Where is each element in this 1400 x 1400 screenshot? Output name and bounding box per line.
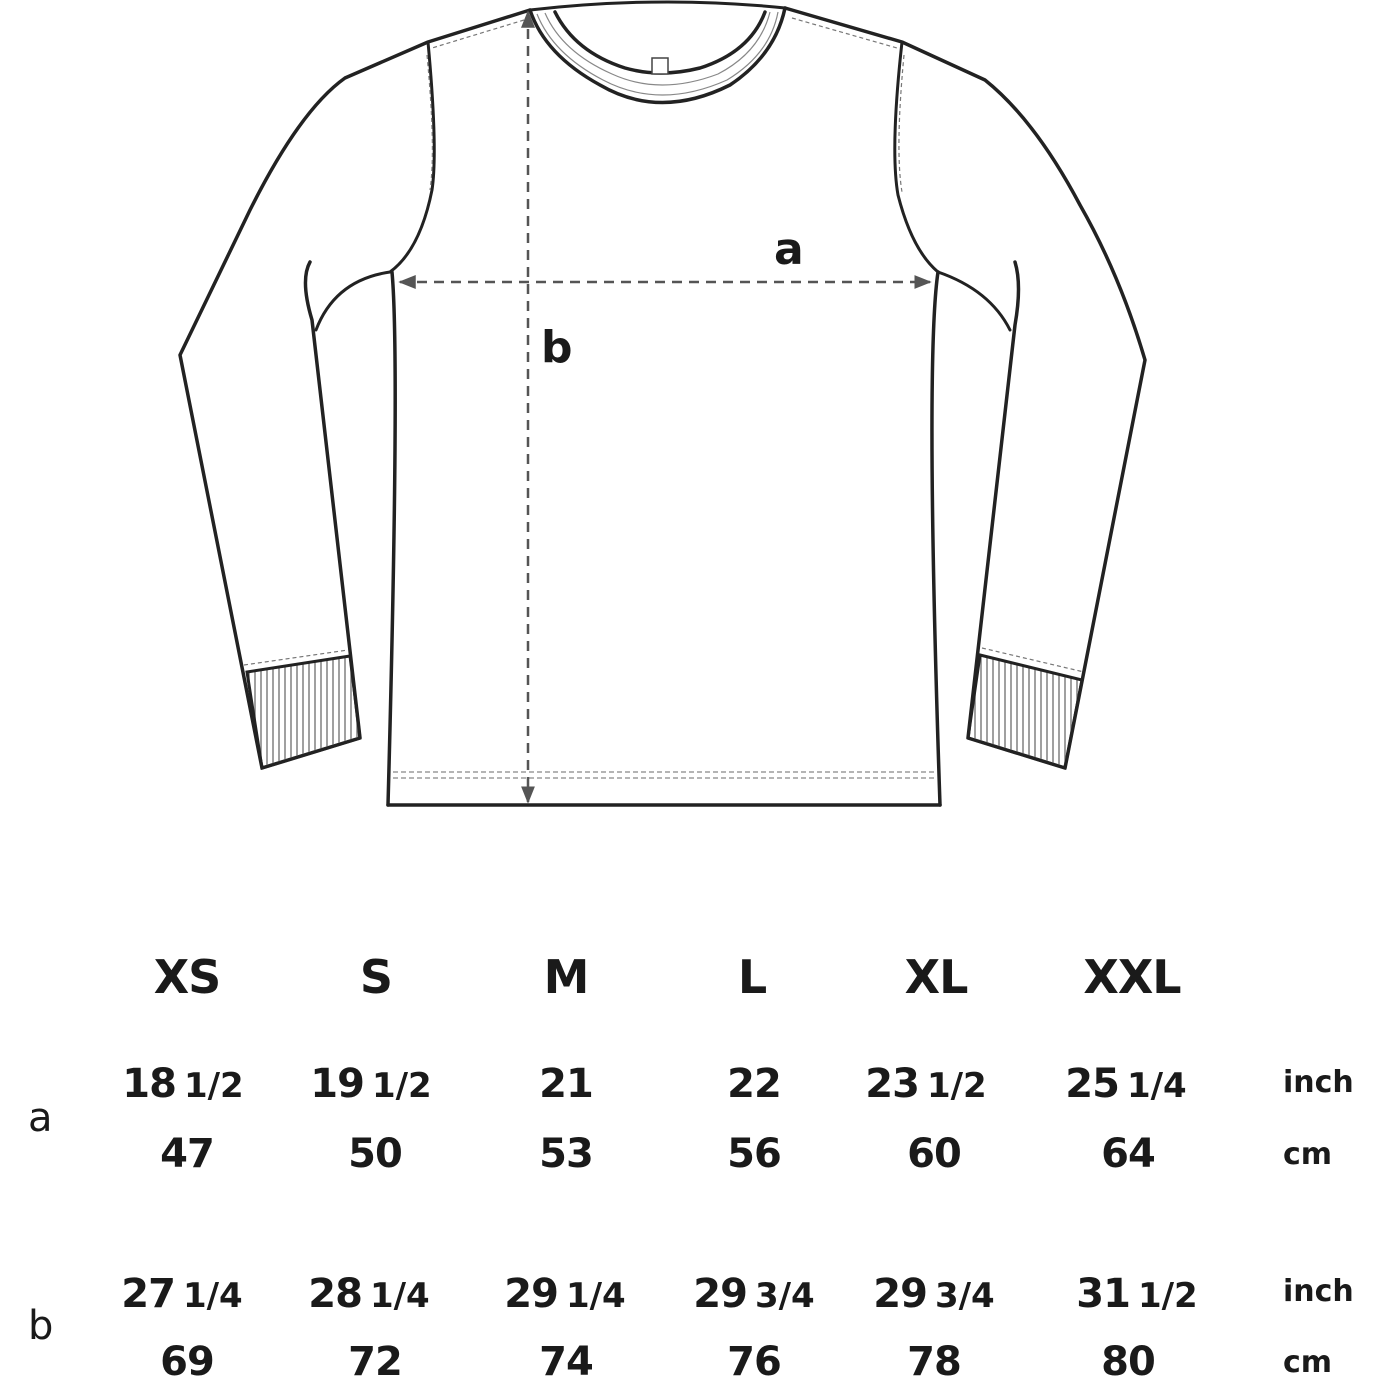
- b-cm-s: 72: [348, 1339, 402, 1385]
- a-cm-xl: 60: [907, 1131, 961, 1177]
- a-cm-xs: 47: [160, 1131, 214, 1177]
- b-cm-unit: cm: [1283, 1345, 1333, 1380]
- b-inch-s: 28 1/4: [308, 1271, 430, 1317]
- a-cm-l: 56: [727, 1131, 781, 1177]
- b-inch-m: 29 1/4: [504, 1271, 626, 1317]
- b-inch-xs: 27 1/4: [121, 1271, 243, 1317]
- b-cm-l: 76: [727, 1339, 781, 1385]
- a-inch-unit: inch: [1283, 1065, 1354, 1100]
- b-cm-xxl: 80: [1101, 1339, 1155, 1385]
- size-header-xl: XL: [904, 950, 968, 1004]
- row-label-a: a: [28, 1095, 53, 1141]
- b-inch-xl: 29 3/4: [873, 1271, 995, 1317]
- a-inch-xxl: 25 1/4: [1065, 1061, 1187, 1107]
- body-left-side: [388, 272, 395, 805]
- size-header-s: S: [359, 950, 393, 1004]
- body-right-side: [932, 272, 940, 805]
- measure-a-label: a: [774, 224, 804, 275]
- b-cm-xs: 69: [160, 1339, 214, 1385]
- b-inch-l: 29 3/4: [693, 1271, 815, 1317]
- a-inch-xs: 18 1/2: [122, 1061, 244, 1107]
- left-sleeve: [180, 10, 530, 768]
- b-cm-xl: 78: [907, 1339, 961, 1385]
- a-inch-s: 19 1/2: [310, 1061, 432, 1107]
- collar-outer: [530, 8, 785, 103]
- neck-label: [652, 58, 668, 74]
- a-inch-m: 21: [539, 1061, 593, 1107]
- b-cm-m: 74: [539, 1339, 593, 1385]
- a-cm-m: 53: [539, 1131, 593, 1177]
- right-sleeve: [785, 8, 1145, 768]
- right-cuff: [968, 648, 1084, 768]
- row-label-b: b: [28, 1303, 54, 1349]
- a-cm-unit: cm: [1283, 1137, 1333, 1172]
- size-chart-table: [0, 930, 1400, 1400]
- size-header-xs: XS: [153, 950, 221, 1004]
- size-header-l: L: [737, 950, 767, 1004]
- b-inch-xxl: 31 1/2: [1076, 1271, 1198, 1317]
- left-cuff: [244, 650, 360, 768]
- measure-b-label: b: [541, 322, 573, 373]
- size-header-xxl: XXL: [1083, 950, 1181, 1004]
- a-cm-s: 50: [348, 1131, 402, 1177]
- a-cm-xxl: 64: [1101, 1131, 1155, 1177]
- a-inch-xl: 23 1/2: [865, 1061, 987, 1107]
- a-inch-l: 22: [727, 1061, 781, 1107]
- b-inch-unit: inch: [1283, 1274, 1354, 1309]
- size-header-m: M: [543, 950, 589, 1004]
